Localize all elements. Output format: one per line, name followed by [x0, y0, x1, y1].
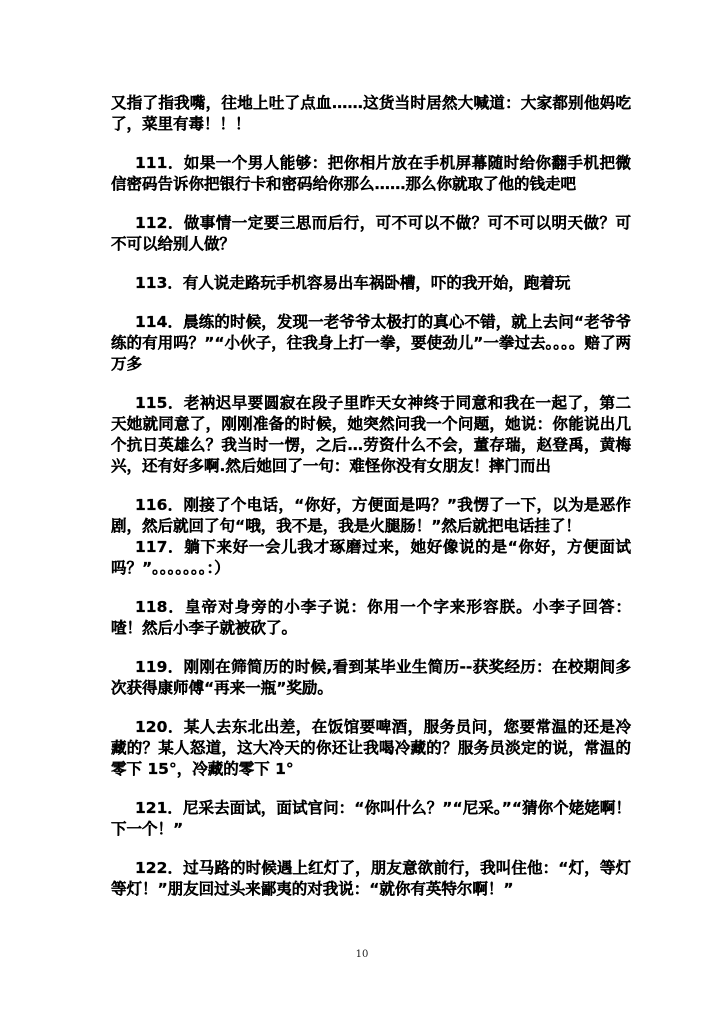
paragraph-120: 120．某人去东北出差，在饭馆要啤酒，服务员问，您要常温的还是冷藏的？某人怒道，这大冷天的你还让我喝冷藏的？服务员淡定的说，常温的零下 15°，冷藏的零下 1°	[111, 718, 631, 778]
paragraph-115: 115．老衲迟早要圆寂在段子里昨天女神终于同意和我在一起了，第二天她就同意了，刚刚准备的时候，她突然问我一个问题，她说：你能说出几个抗日英雄么？我当时一愣，之后…劳资什么不会，董存瑞，赵登禹，黄梅兴，还有好多啊.然后她回了一句：难怪你没有女朋友！摔门而出	[111, 394, 631, 475]
paragraph-112: 112．做事情一定要三思而后行，可不可以不做？可不可以明天做？可不可以给别人做？	[111, 214, 631, 253]
paragraph-117: 117．躺下来好一会儿我才琢磨过来，她好像说的是“你好，方便面试吗？”。。。。。。。：）	[111, 538, 631, 577]
paragraph-122: 122．过马路的时候遇上红灯了，朋友意欲前行，我叫住他：“灯，等灯等灯！”朋友回过头来鄙夷的对我说：“就你有英特尔啊！”	[111, 859, 631, 898]
paragraph-114: 114．晨练的时候，发现一老爷爷太极打的真心不错，就上去问“老爷爷练的有用吗？”“小伙子，往我身上打一拳，要使劲儿”一拳过去。。。。赔了两万多	[111, 313, 631, 373]
paragraph-121: 121．尼采去面试，面试官问：“你叫什么？”“尼采。”“猜你个姥姥啊！下一个！”	[111, 799, 631, 838]
paragraph-119: 119．刚刚在筛简历的时候,看到某毕业生简历--获奖经历：在校期间多次获得康师傅“再来一瓶”奖励。	[111, 658, 631, 697]
paragraph-116: 116．刚接了个电话，“你好，方便面是吗？”我愣了一下，以为是恶作剧，然后就回了句“哦，我不是，我是火腿肠！”然后就把电话挂了！	[111, 496, 631, 535]
document-body	[111, 93, 631, 900]
paragraph-continuation: 又指了指我嘴，往地上吐了点血……这货当时居然大喊道：大家都别他妈吃了，菜里有毒！！！	[111, 94, 631, 133]
paragraph-113: 113．有人说走路玩手机容易出车祸卧槽，吓的我开始，跑着玩	[135, 274, 571, 292]
paragraph-118: 118．皇帝对身旁的小李子说：你用一个字来形容朕。小李子回答：喳！然后小李子就被砍了。	[111, 598, 631, 637]
paragraph-111: 111．如果一个男人能够：把你相片放在手机屏幕随时给你翻手机把微信密码告诉你把银行卡和密码给你那么……那么你就取了他的钱走吧	[111, 154, 631, 193]
page-number: 10	[355, 949, 369, 960]
